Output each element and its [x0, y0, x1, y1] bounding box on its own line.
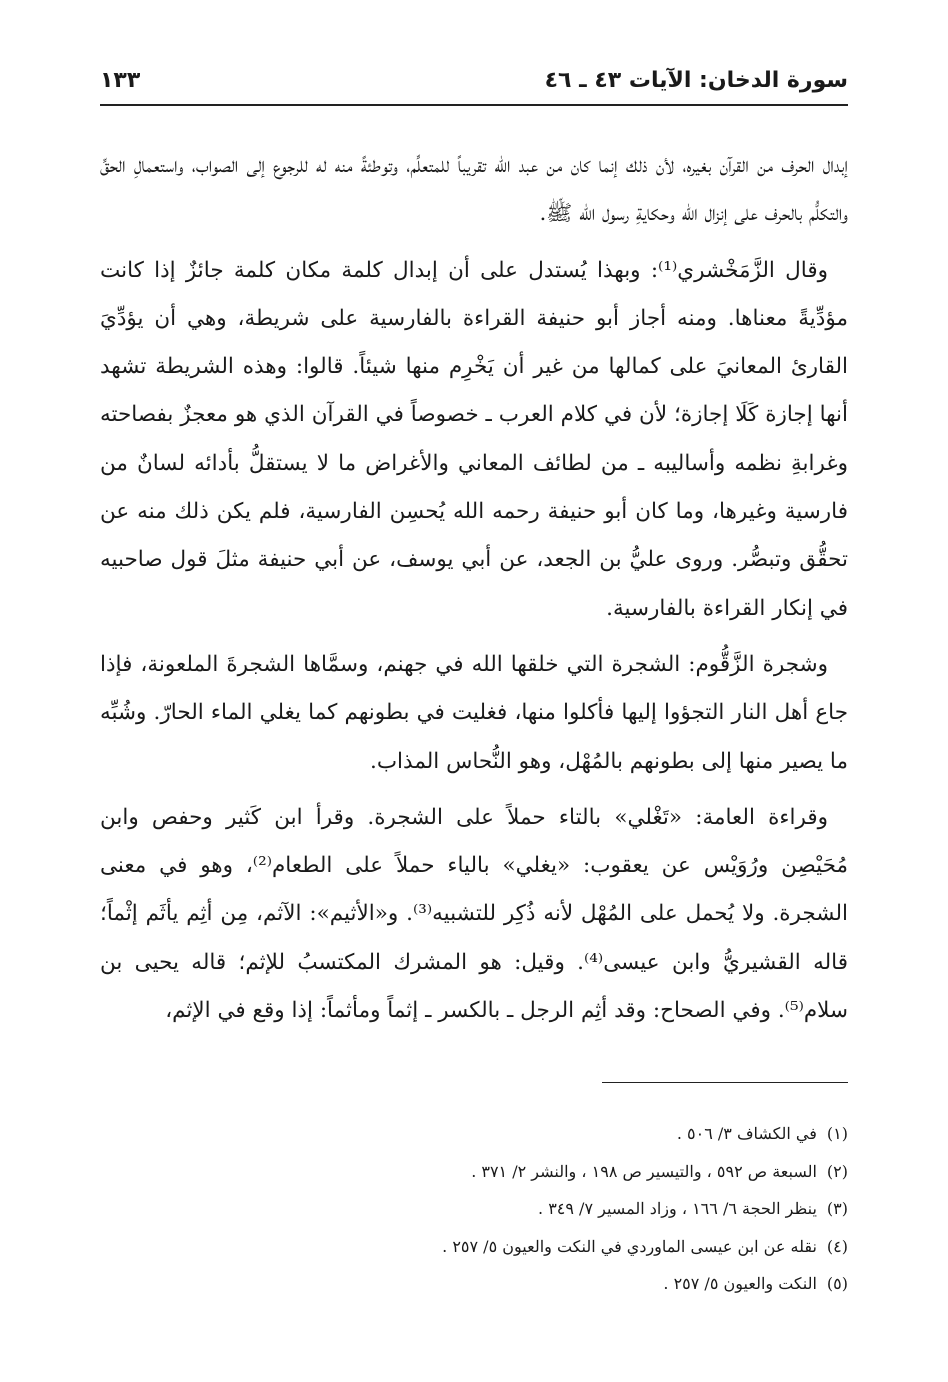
- footnote-text: السبعة ص ٥٩٢ ، والتيسير ص ١٩٨ ، والنشر ٢/ ٣٧١ .: [471, 1161, 817, 1181]
- footnote-number: (٥): [826, 1274, 848, 1293]
- footnote-number: (٤): [826, 1236, 848, 1256]
- footnote-number: (٣): [826, 1199, 848, 1218]
- footnote: [100, 1190, 848, 1228]
- footnote: [100, 1153, 848, 1191]
- footnote-text: نقله عن ابن عيسى الماوردي في النكت والعيون ٥/ ٢٥٧ .: [442, 1236, 817, 1256]
- paragraph: وشجرة الزَّقُّوم: الشجرة التي خلقها الله في جهنم، وسمَّاها الشجرةَ الملعونة، فإذا جاع أهل النار التجؤوا إليها فأكلوا منها، فغليت في بطونهم كما يغلي الماء الحارّ. وشُبِّه ما يصير منها إلى بطونهم بالمُهْل، وهو النُّحاس المذاب.: [100, 651, 848, 774]
- footnote-text: النكت والعيون ٥/ ٢٥٧ .: [663, 1274, 817, 1293]
- footnote-divider: [602, 1082, 848, 1083]
- main-text: [100, 142, 848, 1035]
- paragraph: وقال الزَّمَخْشري⁽¹⁾: وبهذا يُستدل على أن إبدال كلمة مكان كلمة جائزٌ إذا كانت مؤدِّيةً معناها. ومنه أجاز أبو حنيفة القراءة بالفارسية على شريطة، وهي أن يؤدِّيَ القارئ المعانيَ على كمالها من غير أن يَخْرِم منها شيئاً. قالوا: وهذه الشريطة تشهد أنها إجازة كَلَا إجازة؛ لأن في كلام العرب ـ خصوصاً في القرآن الذي هو معجزٌ بفصاحته وغرابةِ نظمه وأساليبه ـ من لطائف المعاني والأغراض ما لا يستقلُّ بأدائه لسانٌ من فارسية وغيرها، وما كان أبو حنيفة رحمه الله يُحسِن الفارسية، فلم يكن ذلك منه عن تحقُّق وتبصُّر. وروى عليُّ بن الجعد، عن أبي يوسف، عن أبي حنيفة مثلَ قول صاحبيه في إنكار القراءة بالفارسية.: [100, 257, 848, 621]
- footnote-text: ينظر الحجة ٦/ ١٦٦ ، وزاد المسير ٧/ ٣٤٩ .: [538, 1199, 817, 1218]
- paragraph: إبدال الحرف من القرآن بغيره، لأن ذلك إنما كان من عبد الله تقريباً للمتعلِّم، وتوطئةً منه له للرجوع إلى الصواب، واستعمالِ الحقِّ والتكلُّم بالحرف على إنزال الله وحكايةِ رسول الله ﷺ.: [100, 153, 848, 227]
- footnote: [100, 1115, 848, 1153]
- surah-title: سورة الدخان: الآيات ٤٣ ـ ٤٦: [544, 68, 848, 93]
- header-divider: [100, 104, 848, 106]
- footnote-number: (٢): [826, 1161, 848, 1181]
- footnote: [100, 1228, 848, 1266]
- running-header: [100, 66, 848, 102]
- footnote-number: (١): [826, 1124, 848, 1143]
- page-number: ١٣٣: [100, 68, 141, 93]
- footnotes: [100, 1115, 848, 1303]
- footnote-text: في الكشاف ٣/ ٥٠٦ .: [676, 1124, 817, 1143]
- paragraph: وقراءة العامة: «تَغْلي» بالتاء حملاً على الشجرة. وقرأ ابن كَثير وحفص وابن مُحَيْصِن ورُوَيْس عن يعقوب: «يغلي» بالياء حملاً على الطعام⁽²⁾، وهو في معنى الشجرة. ولا يُحمل على المُهْل لأنه ذُكِر للتشبيه⁽³⁾. و«الأثيم»: الآثم، مِن أثِم يأثَم إثْماً؛ قاله القشيريُّ وابن عيسى⁽⁴⁾. وقيل: هو المشرك المكتسبُ للإثم؛ قاله يحيى بن سلام⁽⁵⁾. وفي الصحاح: وقد أثِم الرجل ـ بالكسر ـ إثماً ومأثماً: إذا وقع في الإثم،: [100, 804, 849, 1024]
- footnote: [100, 1265, 848, 1303]
